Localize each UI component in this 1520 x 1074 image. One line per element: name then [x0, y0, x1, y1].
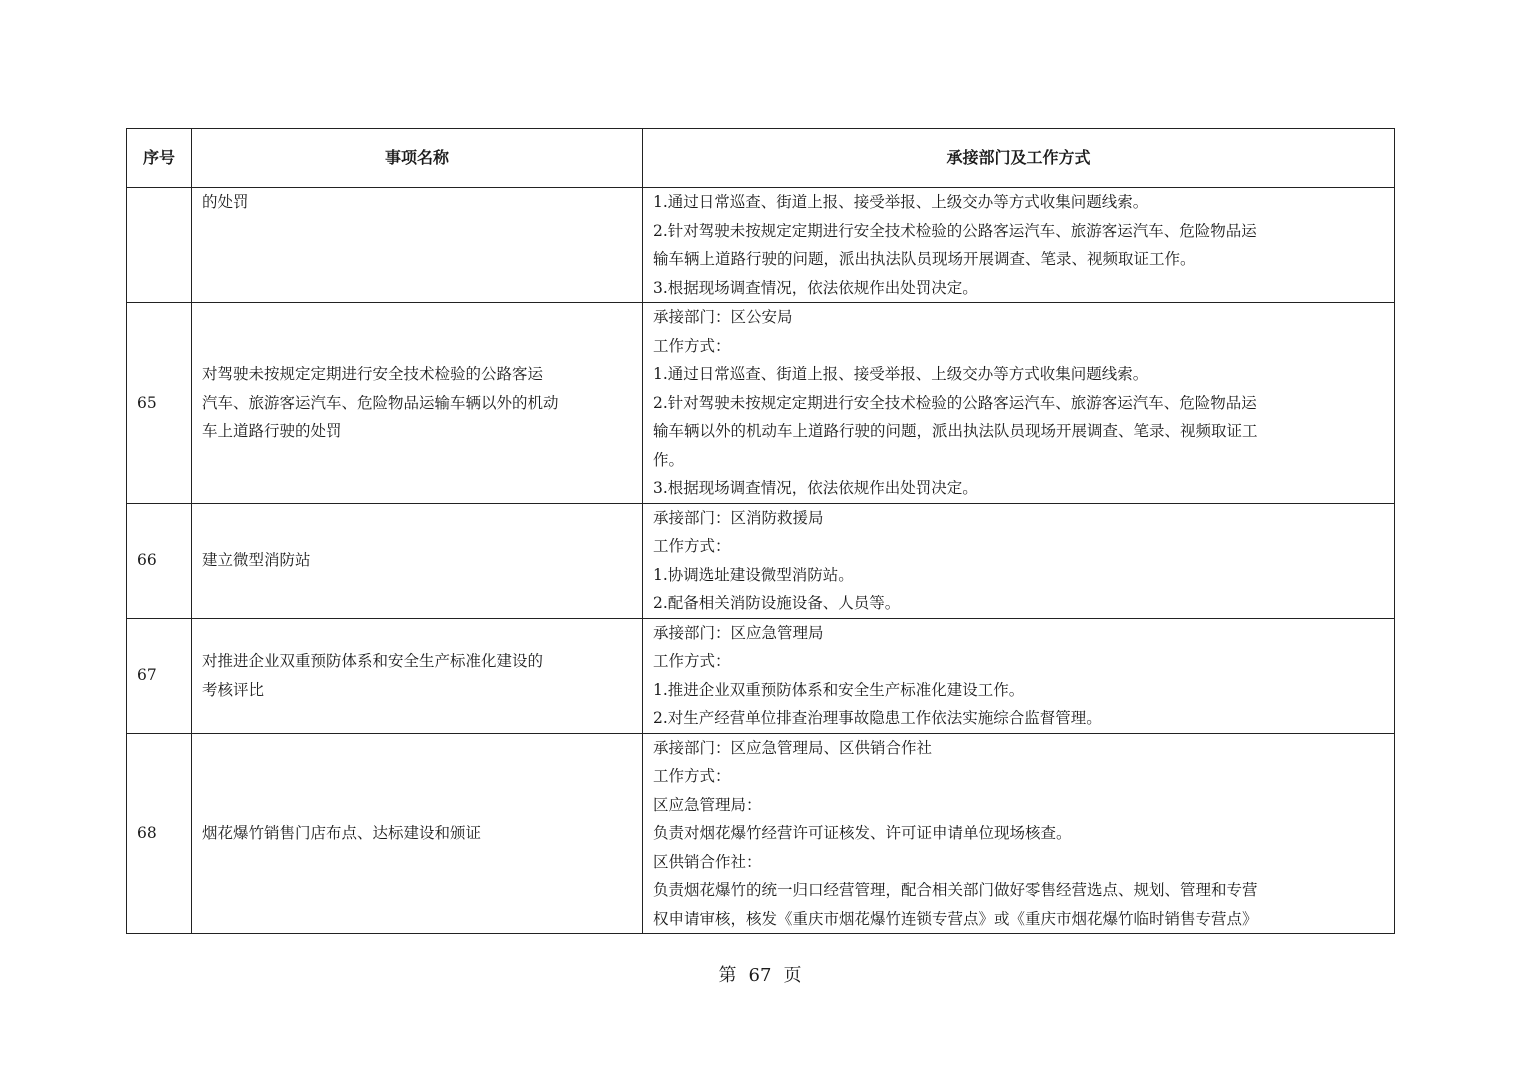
item-name-line: 车上道路行驶的处罚: [202, 422, 342, 440]
item-name-cell: [192, 188, 643, 303]
table-body: [127, 188, 1395, 934]
item-name-cell: [192, 618, 643, 733]
items-table: [126, 128, 1395, 934]
method-line: 工作方式：: [653, 336, 731, 355]
item-name-line: 烟花爆竹销售门店布点、达标建设和颁证: [202, 824, 482, 842]
row-number: 65: [127, 303, 192, 504]
item-name-line: 对推进企业双重预防体系和安全生产标准化建设的: [202, 652, 544, 670]
footer-prefix: 第: [718, 965, 737, 986]
row-number: 68: [127, 733, 192, 934]
method-line: 3.根据现场调查情况，依法依规作出处罚决定。: [653, 278, 978, 297]
method-cell: [643, 503, 1395, 618]
method-line: 2.针对驾驶未按规定定期进行安全技术检验的公路客运汽车、旅游客运汽车、危险物品运: [653, 221, 1257, 240]
item-name-line: 对驾驶未按规定定期进行安全技术检验的公路客运: [202, 365, 544, 383]
method-line: 1.协调选址建设微型消防站。: [653, 565, 854, 584]
method-line: 负责对烟花爆竹经营许可证核发、许可证申请单位现场核查。: [653, 824, 1072, 842]
footer-suffix: 页: [783, 965, 802, 986]
header-method: 承接部门及工作方式: [643, 129, 1395, 188]
item-name-line: 建立微型消防站: [202, 551, 311, 570]
item-name-cell: [192, 303, 643, 504]
table-header-row: [127, 129, 1395, 188]
method-cell: [643, 618, 1395, 733]
method-line: 工作方式：: [653, 537, 731, 555]
header-item: 事项名称: [192, 129, 643, 188]
method-line: 1.推进企业双重预防体系和安全生产标准化建设工作。: [653, 680, 1025, 699]
table-row: [127, 503, 1395, 618]
method-cell: [643, 733, 1395, 934]
method-line: 输车辆以外的机动车上道路行驶的问题，派出执法队员现场开展调查、笔录、视频取证工: [653, 422, 1258, 440]
table-row: [127, 303, 1395, 504]
method-line: 工作方式：: [653, 767, 731, 785]
header-no: 序号: [127, 129, 192, 188]
method-line: 2.配备相关消防设施设备、人员等。: [653, 594, 901, 612]
page-number: 67: [748, 965, 772, 986]
table-row: [127, 733, 1395, 934]
item-name-line: 汽车、旅游客运汽车、危险物品运输车辆以外的机动: [202, 393, 559, 412]
item-name-cell: [192, 733, 643, 934]
method-line: 承接部门：区应急管理局: [653, 623, 824, 642]
method-line: 作。: [653, 450, 685, 469]
table-row: [127, 188, 1395, 303]
item-name-line: 的处罚: [202, 193, 249, 211]
method-line: 1.通过日常巡查、街道上报、接受举报、上级交办等方式收集问题线索。: [653, 365, 1149, 383]
table-row: [127, 618, 1395, 733]
item-name-cell: [192, 503, 643, 618]
method-line: 2.针对驾驶未按规定定期进行安全技术检验的公路客运汽车、旅游客运汽车、危险物品运: [653, 393, 1257, 412]
method-line: 权申请审核，核发《重庆市烟花爆竹连锁专营点》或《重庆市烟花爆竹临时销售专营点》: [653, 909, 1258, 928]
item-name-line: 考核评比: [202, 680, 265, 699]
method-line: 承接部门：区公安局: [653, 308, 793, 326]
method-line: 负责烟花爆竹的统一归口经营管理，配合相关部门做好零售经营选点、规划、管理和专营: [653, 881, 1258, 899]
method-line: 工作方式：: [653, 652, 731, 670]
method-line: 1.通过日常巡查、街道上报、接受举报、上级交办等方式收集问题线索。: [653, 193, 1149, 211]
page-footer: [0, 962, 1520, 990]
method-line: 2.对生产经营单位排查治理事故隐患工作依法实施综合监督管理。: [653, 709, 1102, 727]
row-number: [127, 188, 192, 303]
method-cell: [643, 188, 1395, 303]
method-line: 输车辆上道路行驶的问题，派出执法队员现场开展调查、笔录、视频取证工作。: [653, 250, 1196, 268]
method-line: 区供销合作社：: [653, 852, 762, 871]
method-cell: [643, 303, 1395, 504]
method-line: 3.根据现场调查情况，依法依规作出处罚决定。: [653, 479, 978, 497]
method-line: 承接部门：区应急管理局、区供销合作社: [653, 738, 933, 757]
row-number: 66: [127, 503, 192, 618]
method-line: 区应急管理局：: [653, 795, 762, 814]
method-line: 承接部门：区消防救援局: [653, 508, 824, 527]
row-number: 67: [127, 618, 192, 733]
